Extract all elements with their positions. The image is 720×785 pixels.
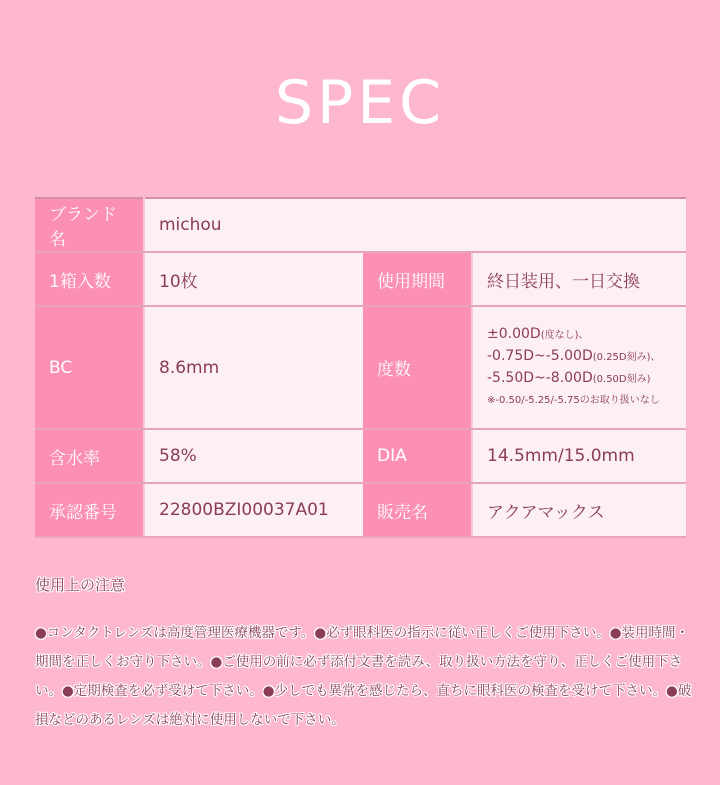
dia-value: 14.5mm/15.0mm <box>472 429 686 483</box>
approval-label: 承認番号 <box>35 483 144 537</box>
spec-row-brand <box>35 198 686 252</box>
notes-body: ●コンタクトレンズは高度管理医療機器です。●必ず眼科医の指示に従い正しくご使用下さい。●装用時間・期間を正しくお守り下さい。●ご使用の前に必ず添付文書を読み、取り扱い方法を守り、正しくご使用下さい。●定期検査を必ず受けて下さい。●少しでも異常を感じたら、直ちに眼科医の検査を受けて下さい。●破損などのあるレンズは絶対に使用しないで下さい。 <box>35 625 692 728</box>
water-label: 含水率 <box>35 429 144 483</box>
spec-row-bc <box>35 306 686 429</box>
spec-row-approval <box>35 483 686 537</box>
brand-label: ブランド名 <box>35 198 144 252</box>
power-line-note: (度なし)、 <box>540 330 589 341</box>
power-line: -0.75D~-5.00D <box>487 348 593 364</box>
seller-value: アクアマックス <box>472 483 686 537</box>
page-title: SPEC <box>274 68 446 138</box>
spec-table <box>35 197 686 538</box>
power-label: 度数 <box>363 306 472 429</box>
bc-value: 8.6mm <box>144 306 363 429</box>
power-value <box>472 306 686 429</box>
count-label: 1箱入数 <box>35 252 144 306</box>
period-label: 使用期間 <box>363 252 472 306</box>
bc-label: BC <box>35 306 144 429</box>
usage-notes <box>35 574 695 735</box>
notes-heading: 使用上の注意 <box>35 576 126 594</box>
power-note: ※-0.50/-5.25/-5.75のお取り扱いなし <box>487 395 660 406</box>
power-line: -5.50D~-8.00D <box>487 370 593 386</box>
seller-label: 販売名 <box>363 483 472 537</box>
count-value: 10枚 <box>144 252 363 306</box>
power-line-note: (0.50D刻み) <box>592 374 651 385</box>
power-line: ±0.00D <box>487 326 541 342</box>
brand-value: michou <box>144 198 686 252</box>
period-value: 終日装用、一日交換 <box>472 252 686 306</box>
approval-value: 22800BZI00037A01 <box>144 483 363 537</box>
dia-label: DIA <box>363 429 472 483</box>
water-value: 58% <box>144 429 363 483</box>
power-line-note: (0.25D刻み)、 <box>592 352 661 363</box>
spec-row-water <box>35 429 686 483</box>
spec-row-count <box>35 252 686 306</box>
